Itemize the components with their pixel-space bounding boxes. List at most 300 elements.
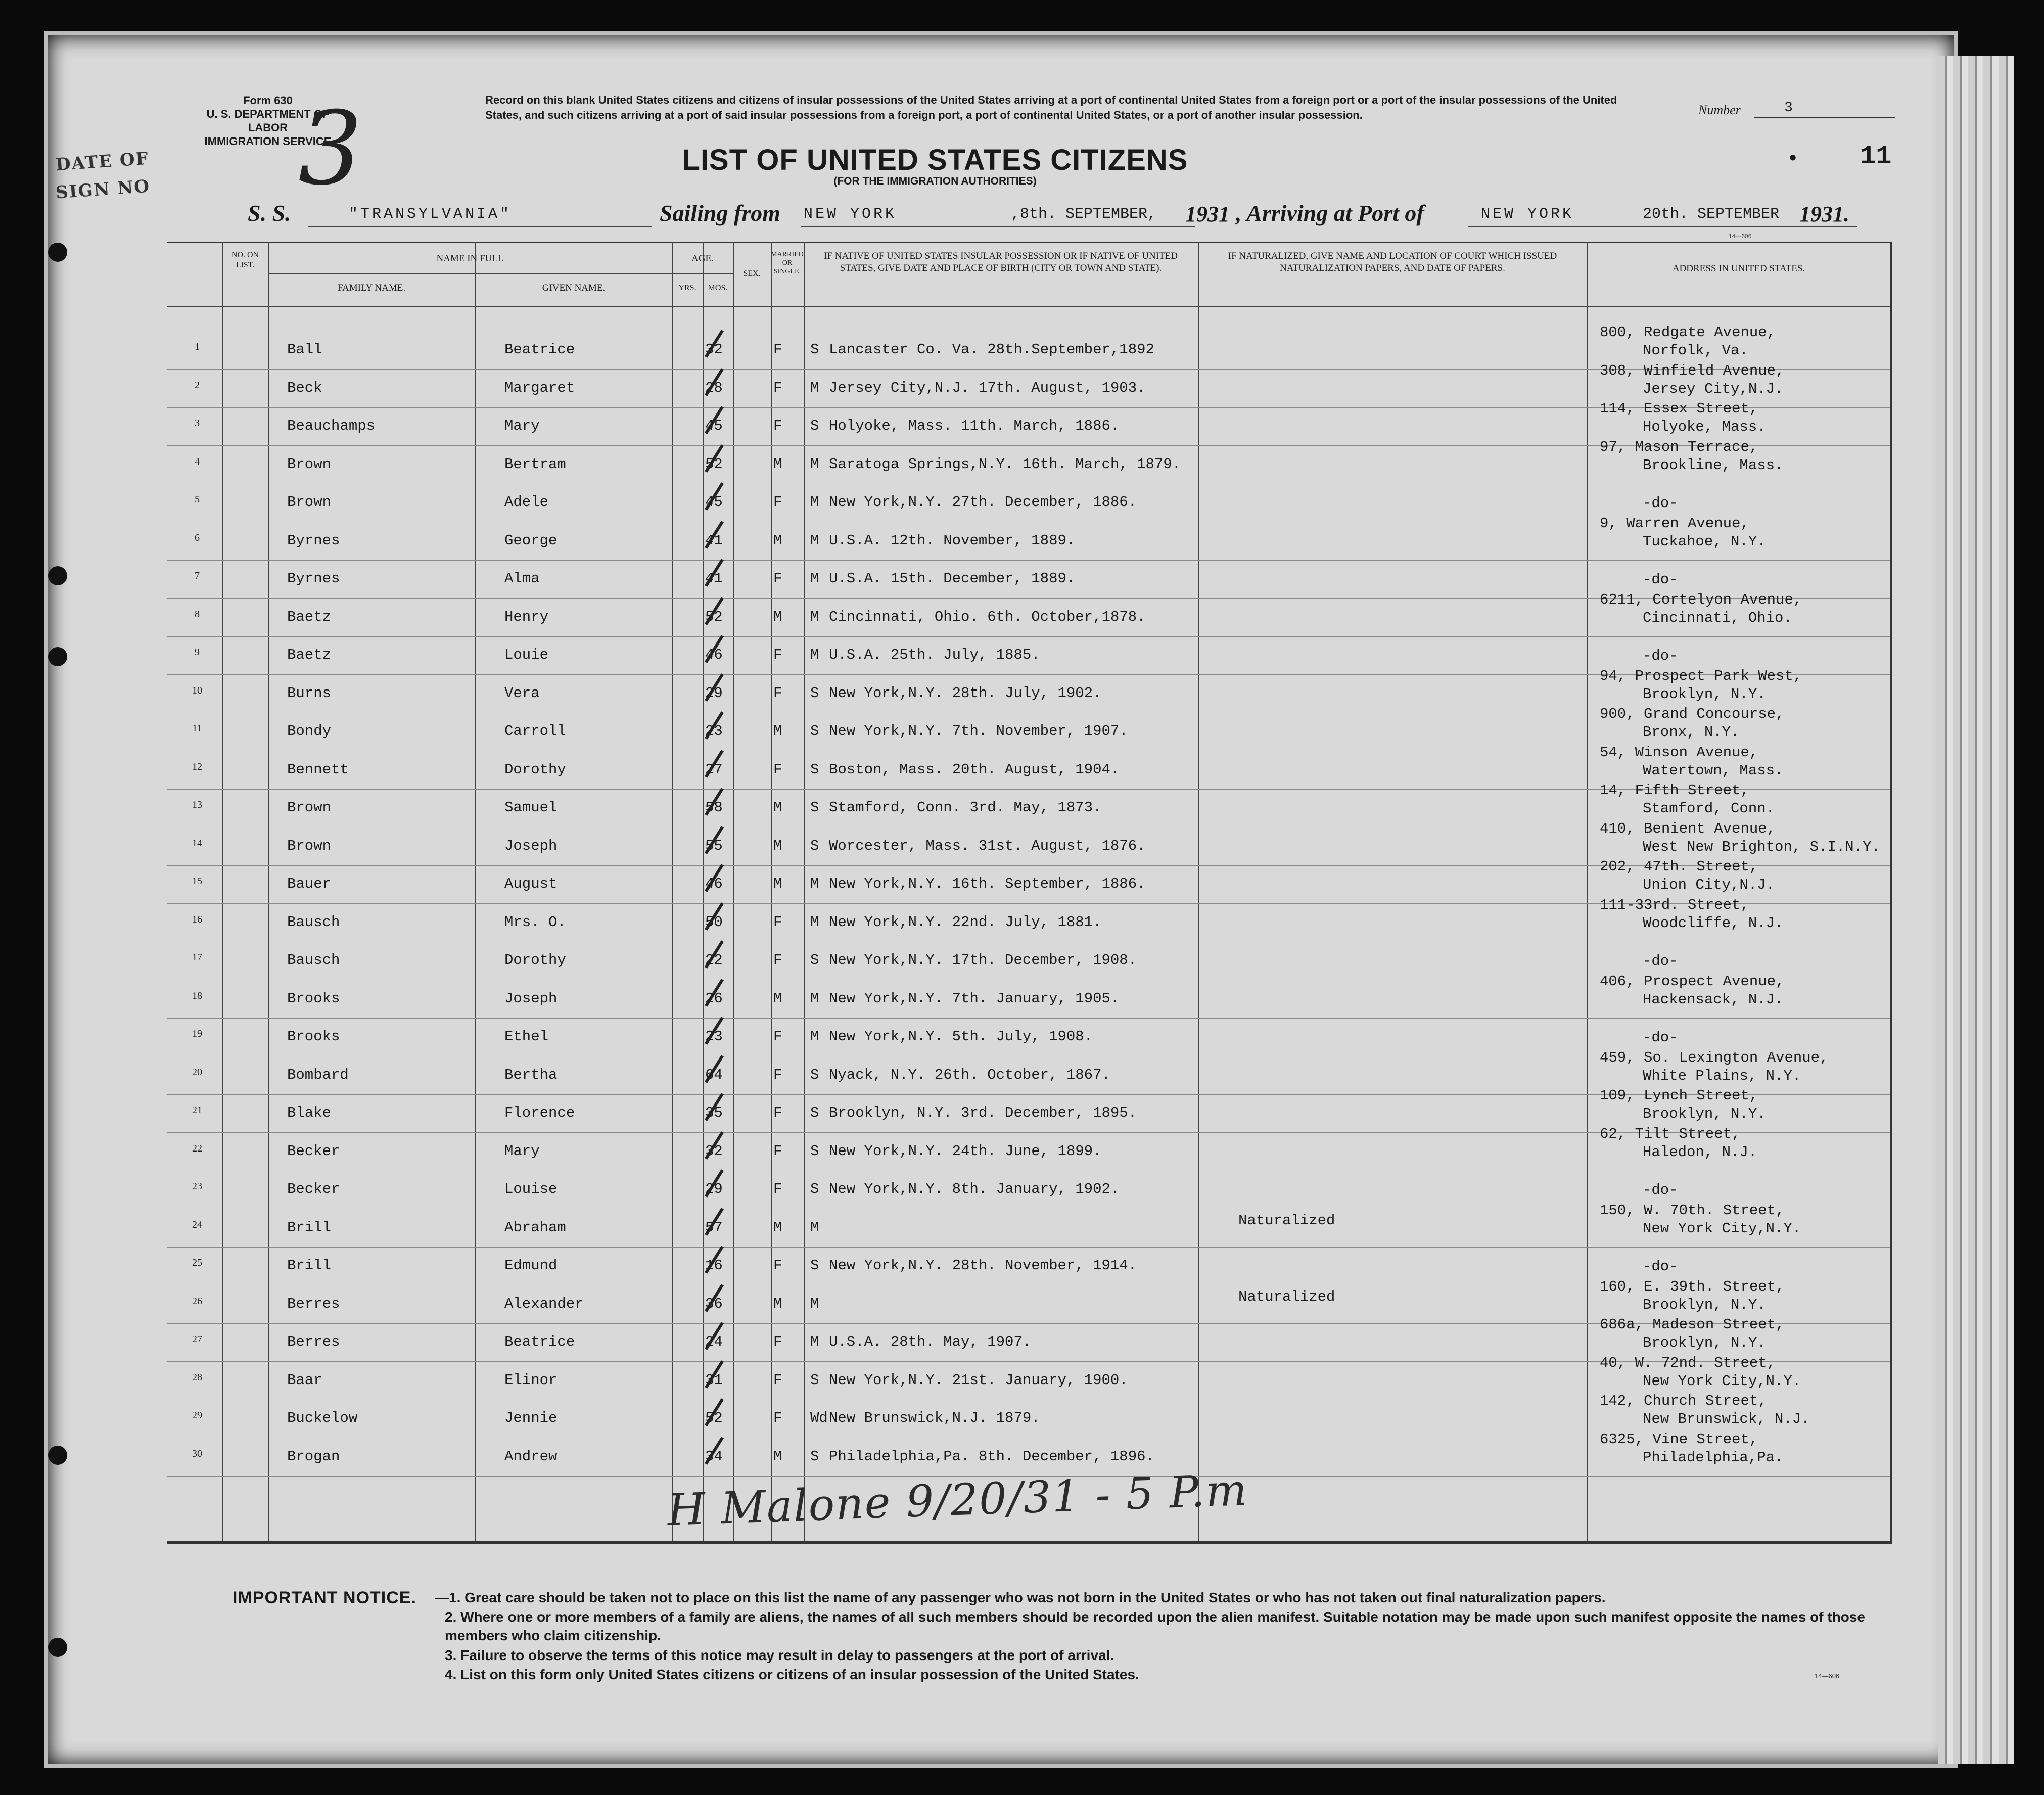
sex: M (773, 1448, 782, 1465)
row-number: 7 (195, 570, 200, 581)
marital-status: M (810, 455, 819, 473)
handwritten-numeral: 3 (298, 90, 363, 208)
header-married-single: MARRIED OR SINGLE. (771, 251, 804, 275)
address-line1: 40, W. 72nd. Street, (1600, 1354, 1776, 1371)
family-name: Beauchamps (287, 418, 376, 434)
birth-place-date: New York,N.Y. 24th. June, 1899. (829, 1142, 1102, 1160)
from-port: NEW YORK (804, 206, 897, 223)
birth-place-date: Lancaster Co. Va. 28th.September,1892 (829, 341, 1154, 358)
marital-status: S (810, 684, 819, 702)
address-line2: Watertown, Mass. (1643, 762, 1784, 779)
row-number: 26 (192, 1295, 202, 1307)
given-name: Ethel (504, 1028, 549, 1045)
birth-place-date: Stamford, Conn. 3rd. May, 1873. (829, 799, 1102, 816)
binder-hole (48, 566, 67, 585)
to-date: 20th. SEPTEMBER (1643, 206, 1780, 223)
sex: F (773, 1028, 782, 1045)
given-name: George (504, 532, 558, 549)
birth-place-date: Philadelphia,Pa. 8th. December, 1896. (829, 1448, 1154, 1465)
binder-hole (48, 243, 67, 262)
address-line1: 410, Benient Avenue, (1600, 820, 1776, 837)
to-port: NEW YORK (1481, 206, 1574, 223)
marital-status: S (810, 1448, 819, 1465)
given-name: Mrs. O. (504, 913, 566, 931)
header-name-in-full: NAME IN FULL (436, 253, 504, 264)
marital-status: M (810, 1295, 819, 1312)
family-name: Brill (287, 1257, 332, 1274)
number-value: 3 (1784, 100, 1793, 116)
birth-place-date: New York,N.Y. 21st. January, 1900. (829, 1371, 1128, 1389)
age-years: 41 (705, 570, 723, 587)
sex: M (773, 1219, 782, 1236)
given-name: Bertha (504, 1066, 558, 1083)
sex: F (773, 1104, 782, 1121)
age-years: 16 (705, 1257, 723, 1274)
notice-item: 3. Failure to observe the terms of this notice may result in delay to passengers at the port of arrival. (445, 1647, 1114, 1663)
age-years: 31 (705, 1371, 723, 1389)
address-line2: -do- (1643, 1182, 1678, 1199)
address-line1: 6211, Cortelyon Avenue, (1600, 591, 1802, 608)
age-years: 57 (705, 1219, 723, 1236)
sex: F (773, 1371, 782, 1389)
marital-status: M (810, 494, 819, 511)
address-line2: Brooklyn, N.Y. (1643, 685, 1766, 703)
family-name: Baetz (287, 608, 332, 625)
sex: F (773, 570, 782, 587)
binder-hole (48, 1638, 67, 1657)
given-name: Edmund (504, 1257, 558, 1274)
row-number: 22 (192, 1142, 202, 1154)
age-years: 46 (705, 647, 723, 663)
address-line1: 62, Tilt Street, (1600, 1125, 1741, 1142)
given-name: Joseph (504, 837, 558, 854)
row-number: 4 (195, 455, 200, 467)
address-line2: Brookline, Mass. (1643, 456, 1784, 474)
birth-place-date: Brooklyn, N.Y. 3rd. December, 1895. (829, 1104, 1137, 1121)
sex: F (773, 647, 782, 663)
marital-status: S (810, 1371, 819, 1389)
age-years: 64 (705, 1066, 723, 1083)
marital-status: S (810, 723, 819, 740)
age-years: 52 (705, 455, 723, 473)
family-name: Ball (287, 341, 322, 358)
header-age: AGE. (691, 253, 714, 264)
address-line2: -do- (1643, 571, 1678, 588)
naturalization: Naturalized (1238, 1212, 1335, 1229)
to-year: 1931. (1799, 202, 1849, 226)
page-title: LIST OF UNITED STATES CITIZENS (682, 144, 1188, 176)
row-number: 1 (195, 341, 200, 352)
given-name: August (504, 876, 558, 892)
given-name: Vera (504, 684, 540, 702)
notice-item: 4. List on this form only United States citizens or citizens of an insular possession of the United States. (445, 1667, 1139, 1682)
form-code-small: 14—606 (1729, 233, 1752, 240)
number-label: Number (1698, 103, 1741, 117)
address-line1: 900, Grand Concourse, (1600, 706, 1785, 722)
address-line2: White Plains, N.Y. (1643, 1067, 1801, 1084)
address-line1: 109, Lynch Street, (1600, 1087, 1758, 1104)
given-name: Bertram (504, 455, 566, 473)
header-address: ADDRESS IN UNITED STATES. (1672, 263, 1805, 274)
address-line1: 686a, Madeson Street, (1600, 1316, 1785, 1333)
instructions-text: Record on this blank United States citizens and citizens of insular possessions of the United States arriving at a port of continental United States from a foreign port or a port of the insular possessions of the United States, and such citizens arriving at a port of said insular possessions from a foreign port, a port of continental United States, or a port of another insular possession. (485, 94, 1617, 121)
given-name: Beatrice (504, 341, 575, 358)
address-line2: Woodcliffe, N.J. (1643, 914, 1784, 932)
marital-status: S (810, 1104, 819, 1121)
age-years: 35 (705, 1104, 723, 1121)
sex: F (773, 684, 782, 702)
given-name: Dorothy (504, 952, 566, 969)
age-years: 34 (705, 1448, 723, 1465)
age-years: 26 (705, 990, 723, 1007)
address-line2: Stamford, Conn. (1643, 800, 1775, 817)
age-years: 45 (705, 494, 723, 511)
sex: F (773, 1066, 782, 1083)
given-name: Alma (504, 570, 540, 587)
header-family-name: FAMILY NAME. (337, 283, 406, 293)
address-line1: 160, E. 39th. Street, (1600, 1278, 1785, 1295)
sex: M (773, 455, 782, 473)
family-name: Byrnes (287, 532, 340, 549)
binder-hole (48, 1446, 67, 1465)
row-number: 21 (192, 1104, 202, 1116)
ship-underline (308, 226, 652, 227)
marital-status: S (810, 799, 819, 816)
marital-status: S (810, 1181, 819, 1198)
row-number: 6 (195, 532, 200, 543)
birth-place-date: Worcester, Mass. 31st. August, 1876. (829, 837, 1146, 854)
marital-status: S (810, 341, 819, 358)
family-name: Brogan (287, 1448, 340, 1465)
address-line2: Haledon, N.J. (1643, 1143, 1757, 1161)
age-years: 28 (705, 379, 723, 396)
given-name: Joseph (504, 990, 558, 1007)
sex: M (773, 799, 782, 816)
family-name: Beck (287, 379, 322, 396)
birth-place-date: New York,N.Y. 16th. September, 1886. (829, 876, 1146, 892)
address-line2: -do- (1643, 1258, 1678, 1275)
birth-place-date: New York,N.Y. 28th. July, 1902. (829, 684, 1102, 702)
marital-status: M (810, 608, 819, 625)
family-name: Brown (287, 494, 332, 511)
naturalization: Naturalized (1238, 1288, 1335, 1305)
address-line1: 406, Prospect Avenue, (1600, 973, 1785, 990)
marital-status: S (810, 1142, 819, 1160)
marital-status: M (810, 876, 819, 892)
birth-place-date: New York,N.Y. 17th. December, 1908. (829, 952, 1137, 969)
age-years: 58 (705, 799, 723, 816)
sex: F (773, 418, 782, 434)
sex: M (773, 837, 782, 854)
sex: F (773, 379, 782, 396)
row-number: 5 (195, 494, 200, 505)
sex: M (773, 876, 782, 892)
row-number: 8 (195, 608, 200, 620)
marital-status: M (810, 1219, 819, 1236)
marital-status: M (810, 570, 819, 587)
marital-status: S (810, 418, 819, 434)
family-name: Buckelow (287, 1410, 358, 1426)
table-row (167, 896, 1890, 942)
row-number: 12 (192, 761, 202, 772)
address-line1: 142, Church Street, (1600, 1393, 1767, 1409)
age-years: 46 (705, 876, 723, 892)
marital-status: S (810, 1066, 819, 1083)
table-bottom-rule (167, 1541, 1890, 1542)
age-years: 32 (705, 1142, 723, 1160)
family-name: Bombard (287, 1066, 349, 1083)
header-bottom (167, 306, 1890, 307)
sex: F (773, 1333, 782, 1350)
table-row (167, 515, 1890, 561)
page-edges (1938, 56, 2014, 1764)
sex: F (773, 952, 782, 969)
row-number: 24 (192, 1219, 202, 1230)
from-date: ,8th. SEPTEMBER, (1011, 206, 1157, 223)
birth-place-date: New York,N.Y. 7th. November, 1907. (829, 723, 1128, 740)
address-line2: Tuckahoe, N.Y. (1643, 533, 1766, 550)
marital-status: S (810, 761, 819, 778)
address-line2: -do- (1643, 953, 1678, 970)
address-line2: Cincinnati, Ohio. (1643, 609, 1792, 626)
row-number: 2 (195, 379, 200, 391)
sex: F (773, 494, 782, 511)
marital-status: S (810, 837, 819, 854)
given-name: Elinor (504, 1371, 558, 1389)
given-name: Abraham (504, 1219, 566, 1236)
given-name: Henry (504, 608, 549, 625)
header-no: NO. ON LIST. (231, 251, 259, 269)
row-number: 10 (192, 684, 202, 696)
row-number: 9 (195, 647, 200, 658)
family-name: Bondy (287, 723, 332, 740)
birth-place-date: Nyack, N.Y. 26th. October, 1867. (829, 1066, 1110, 1083)
page-subtitle: (FOR THE IMMIGRATION AUTHORITIES) (833, 175, 1037, 187)
header-naturalized: IF NATURALIZED, GIVE NAME AND LOCATION OF COURT WHICH ISSUED NATURALIZATION PAPERS, AND DATE OF PAPERS. (1228, 251, 1557, 273)
age-years: 55 (705, 837, 723, 854)
given-name: Beatrice (504, 1333, 575, 1350)
marital-status: M (810, 532, 819, 549)
sex: F (773, 341, 782, 358)
family-name: Baar (287, 1371, 322, 1389)
sex: M (773, 532, 782, 549)
row-number: 3 (195, 418, 200, 429)
header-divider (268, 273, 733, 274)
table-row (167, 1431, 1890, 1477)
address-line1: 150, W. 70th. Street, (1600, 1202, 1785, 1219)
header-yrs: YRS. (678, 284, 696, 292)
notice-title: IMPORTANT NOTICE. (233, 1588, 416, 1607)
table-row (167, 438, 1890, 484)
birth-place-date: New York,N.Y. 8th. January, 1902. (829, 1181, 1120, 1198)
age-years: 27 (705, 761, 723, 778)
given-name: Dorothy (504, 761, 566, 778)
address-line1: 6325, Vine Street, (1600, 1431, 1758, 1448)
birth-place-date: New York,N.Y. 28th. November, 1914. (829, 1257, 1137, 1274)
row-number: 19 (192, 1028, 202, 1039)
address-line2: -do- (1643, 1029, 1678, 1046)
header-birth: IF NATIVE OF UNITED STATES INSULAR POSSESSION OR IF NATIVE OF UNITED STATES, GIVE DATE AND PLACE OF BIRTH (CITY OR TOWN AND STATE). (824, 251, 1178, 273)
marital-status: M (810, 379, 819, 396)
row-number: 17 (192, 952, 202, 963)
address-line1: 111-33rd. Street, (1600, 896, 1749, 913)
family-name: Baetz (287, 647, 332, 663)
header-sex: SEX. (743, 269, 761, 278)
given-name: Margaret (504, 379, 575, 396)
marital-status: M (810, 913, 819, 931)
row-number: 20 (192, 1066, 202, 1078)
address-line2: Bronx, N.Y. (1643, 724, 1740, 741)
form-code: 14—606 (1815, 1672, 1840, 1680)
row-number: 11 (192, 723, 202, 734)
address-line1: 94, Prospect Park West, (1600, 667, 1802, 684)
binder-hole (48, 647, 67, 666)
address-line1: 97, Mason Terrace, (1600, 438, 1758, 455)
marital-status: M (810, 1333, 819, 1350)
address-line2: New York City,N.Y. (1643, 1372, 1801, 1390)
age-years: 36 (705, 1295, 723, 1312)
row-number: 16 (192, 913, 202, 925)
header-given-name: GIVEN NAME. (542, 283, 606, 293)
dot-mark: • (1789, 147, 1797, 169)
age-years: 50 (705, 913, 723, 931)
family-name: Byrnes (287, 570, 340, 587)
given-name: Adele (504, 494, 549, 511)
given-name: Alexander (504, 1295, 584, 1312)
birth-place-date: Jersey City,N.J. 17th. August, 1903. (829, 379, 1146, 396)
birth-place-date: Boston, Mass. 20th. August, 1904. (829, 761, 1120, 778)
notice-item: —1. Great care should be taken not to place on this list the name of any passenger who was not born in the United States or who has not taken out final naturalization papers. (435, 1590, 1606, 1605)
sex: M (773, 990, 782, 1007)
row-number: 18 (192, 990, 202, 1001)
row-number: 28 (192, 1371, 202, 1383)
family-name: Bausch (287, 913, 340, 931)
from-year: 1931 (1185, 202, 1230, 226)
margin-stamp: SIGN NO (55, 176, 151, 203)
row-number: 25 (192, 1257, 202, 1268)
marital-status: M (810, 990, 819, 1007)
sex: M (773, 608, 782, 625)
birth-place-date: Saratoga Springs,N.Y. 16th. March, 1879. (829, 455, 1181, 473)
address-line2: Philadelphia,Pa. (1643, 1449, 1784, 1466)
address-line1: 800, Redgate Avenue, (1600, 324, 1776, 341)
family-name: Becker (287, 1142, 340, 1160)
marital-status: S (810, 1257, 819, 1274)
birth-place-date: New York,N.Y. 22nd. July, 1881. (829, 913, 1102, 931)
sex: F (773, 1257, 782, 1274)
family-name: Becker (287, 1181, 340, 1198)
handwritten-signature: H Malone 9/20/31 - 5 P.m (666, 1464, 1249, 1536)
birth-place-date: New Brunswick,N.J. 1879. (829, 1410, 1040, 1426)
sailing-from-label: Sailing from (660, 200, 781, 226)
age-years: 32 (705, 341, 723, 358)
given-name: Louise (504, 1181, 558, 1198)
ss-label: S. S. (248, 200, 291, 226)
age-years: 29 (705, 684, 723, 702)
birth-place-date: New York,N.Y. 7th. January, 1905. (829, 990, 1120, 1007)
address-line2: Brooklyn, N.Y. (1643, 1296, 1766, 1313)
birth-place-date: U.S.A. 28th. May, 1907. (829, 1333, 1032, 1350)
address-line2: Hackensack, N.J. (1643, 991, 1784, 1008)
family-name: Blake (287, 1104, 332, 1121)
family-name: Brooks (287, 990, 340, 1007)
table-row (167, 1125, 1890, 1171)
family-name: Bennett (287, 761, 349, 778)
number-underline (1754, 117, 1895, 118)
sex: M (773, 723, 782, 740)
birth-place-date: New York,N.Y. 5th. July, 1908. (829, 1028, 1093, 1045)
address-line1: 308, Winfield Avenue, (1600, 362, 1785, 379)
address-line2: -do- (1643, 648, 1678, 664)
address-line1: 114, Essex Street, (1600, 400, 1758, 417)
given-name: Carroll (504, 723, 566, 740)
sex: F (773, 1181, 782, 1198)
row-number: 23 (192, 1181, 202, 1192)
family-name: Brown (287, 837, 332, 854)
address-line2: New York City,N.Y. (1643, 1220, 1801, 1237)
age-years: 22 (705, 952, 723, 969)
table-row (167, 1202, 1890, 1248)
family-name: Bausch (287, 952, 340, 969)
marital-status: S (810, 952, 819, 969)
age-years: 24 (705, 1333, 723, 1350)
page-number: 11 (1860, 142, 1892, 171)
row-number: 30 (192, 1448, 202, 1459)
row-number: 14 (192, 837, 202, 849)
address-line2: Norfolk, Va. (1643, 342, 1748, 359)
form-id: Form 630 U. S. DEPARTMENT OF LABOR IMMIGRATION SERVICE (204, 94, 332, 148)
marital-status: M (810, 1028, 819, 1045)
given-name: Jennie (504, 1410, 558, 1426)
address-line2: -do- (1643, 495, 1678, 512)
family-name: Burns (287, 684, 332, 702)
address-line2: Brooklyn, N.Y. (1643, 1334, 1766, 1351)
marital-status: Wd (810, 1410, 828, 1426)
margin-stamp: DATE OF (55, 148, 150, 175)
ship-name: "TRANSYLVANIA" (349, 206, 512, 223)
address-line2: New Brunswick, N.J. (1643, 1411, 1810, 1428)
birth-place-date: U.S.A. 15th. December, 1889. (829, 570, 1076, 587)
age-years: 29 (705, 1181, 723, 1198)
notice-item: 2. Where one or more members of a family are aliens, the names of all such members should be recorded upon the alien manifest. Suitable notation may be made upon such manifest opposite the names of those members who claim citizenship. (445, 1609, 1865, 1643)
age-years: 41 (705, 532, 723, 549)
from-underline (801, 226, 1195, 227)
age-years: 52 (705, 1410, 723, 1426)
family-name: Brooks (287, 1028, 340, 1045)
marital-status: M (810, 647, 819, 663)
birth-place-date: Holyoke, Mass. 11th. March, 1886. (829, 418, 1120, 434)
sex: F (773, 913, 782, 931)
given-name: Andrew (504, 1448, 558, 1465)
sex: F (773, 761, 782, 778)
age-years: 23 (705, 1028, 723, 1045)
age-years: 23 (705, 723, 723, 740)
table-row (167, 591, 1890, 637)
family-name: Berres (287, 1295, 340, 1312)
address-line1: 54, Winson Avenue, (1600, 744, 1758, 761)
age-years: 45 (705, 418, 723, 434)
birth-place-date: New York,N.Y. 27th. December, 1886. (829, 494, 1137, 511)
birth-place-date: Cincinnati, Ohio. 6th. October,1878. (829, 608, 1146, 625)
given-name: Louie (504, 647, 549, 663)
birth-place-date: U.S.A. 12th. November, 1889. (829, 532, 1076, 549)
row-number: 13 (192, 799, 202, 810)
address-line2: West New Brighton, S.I.N.Y. (1643, 838, 1880, 855)
sex: F (773, 1410, 782, 1426)
row-number: 27 (192, 1333, 202, 1345)
address-line1: 459, So. Lexington Avenue, (1600, 1049, 1829, 1066)
table-row (167, 973, 1890, 1019)
